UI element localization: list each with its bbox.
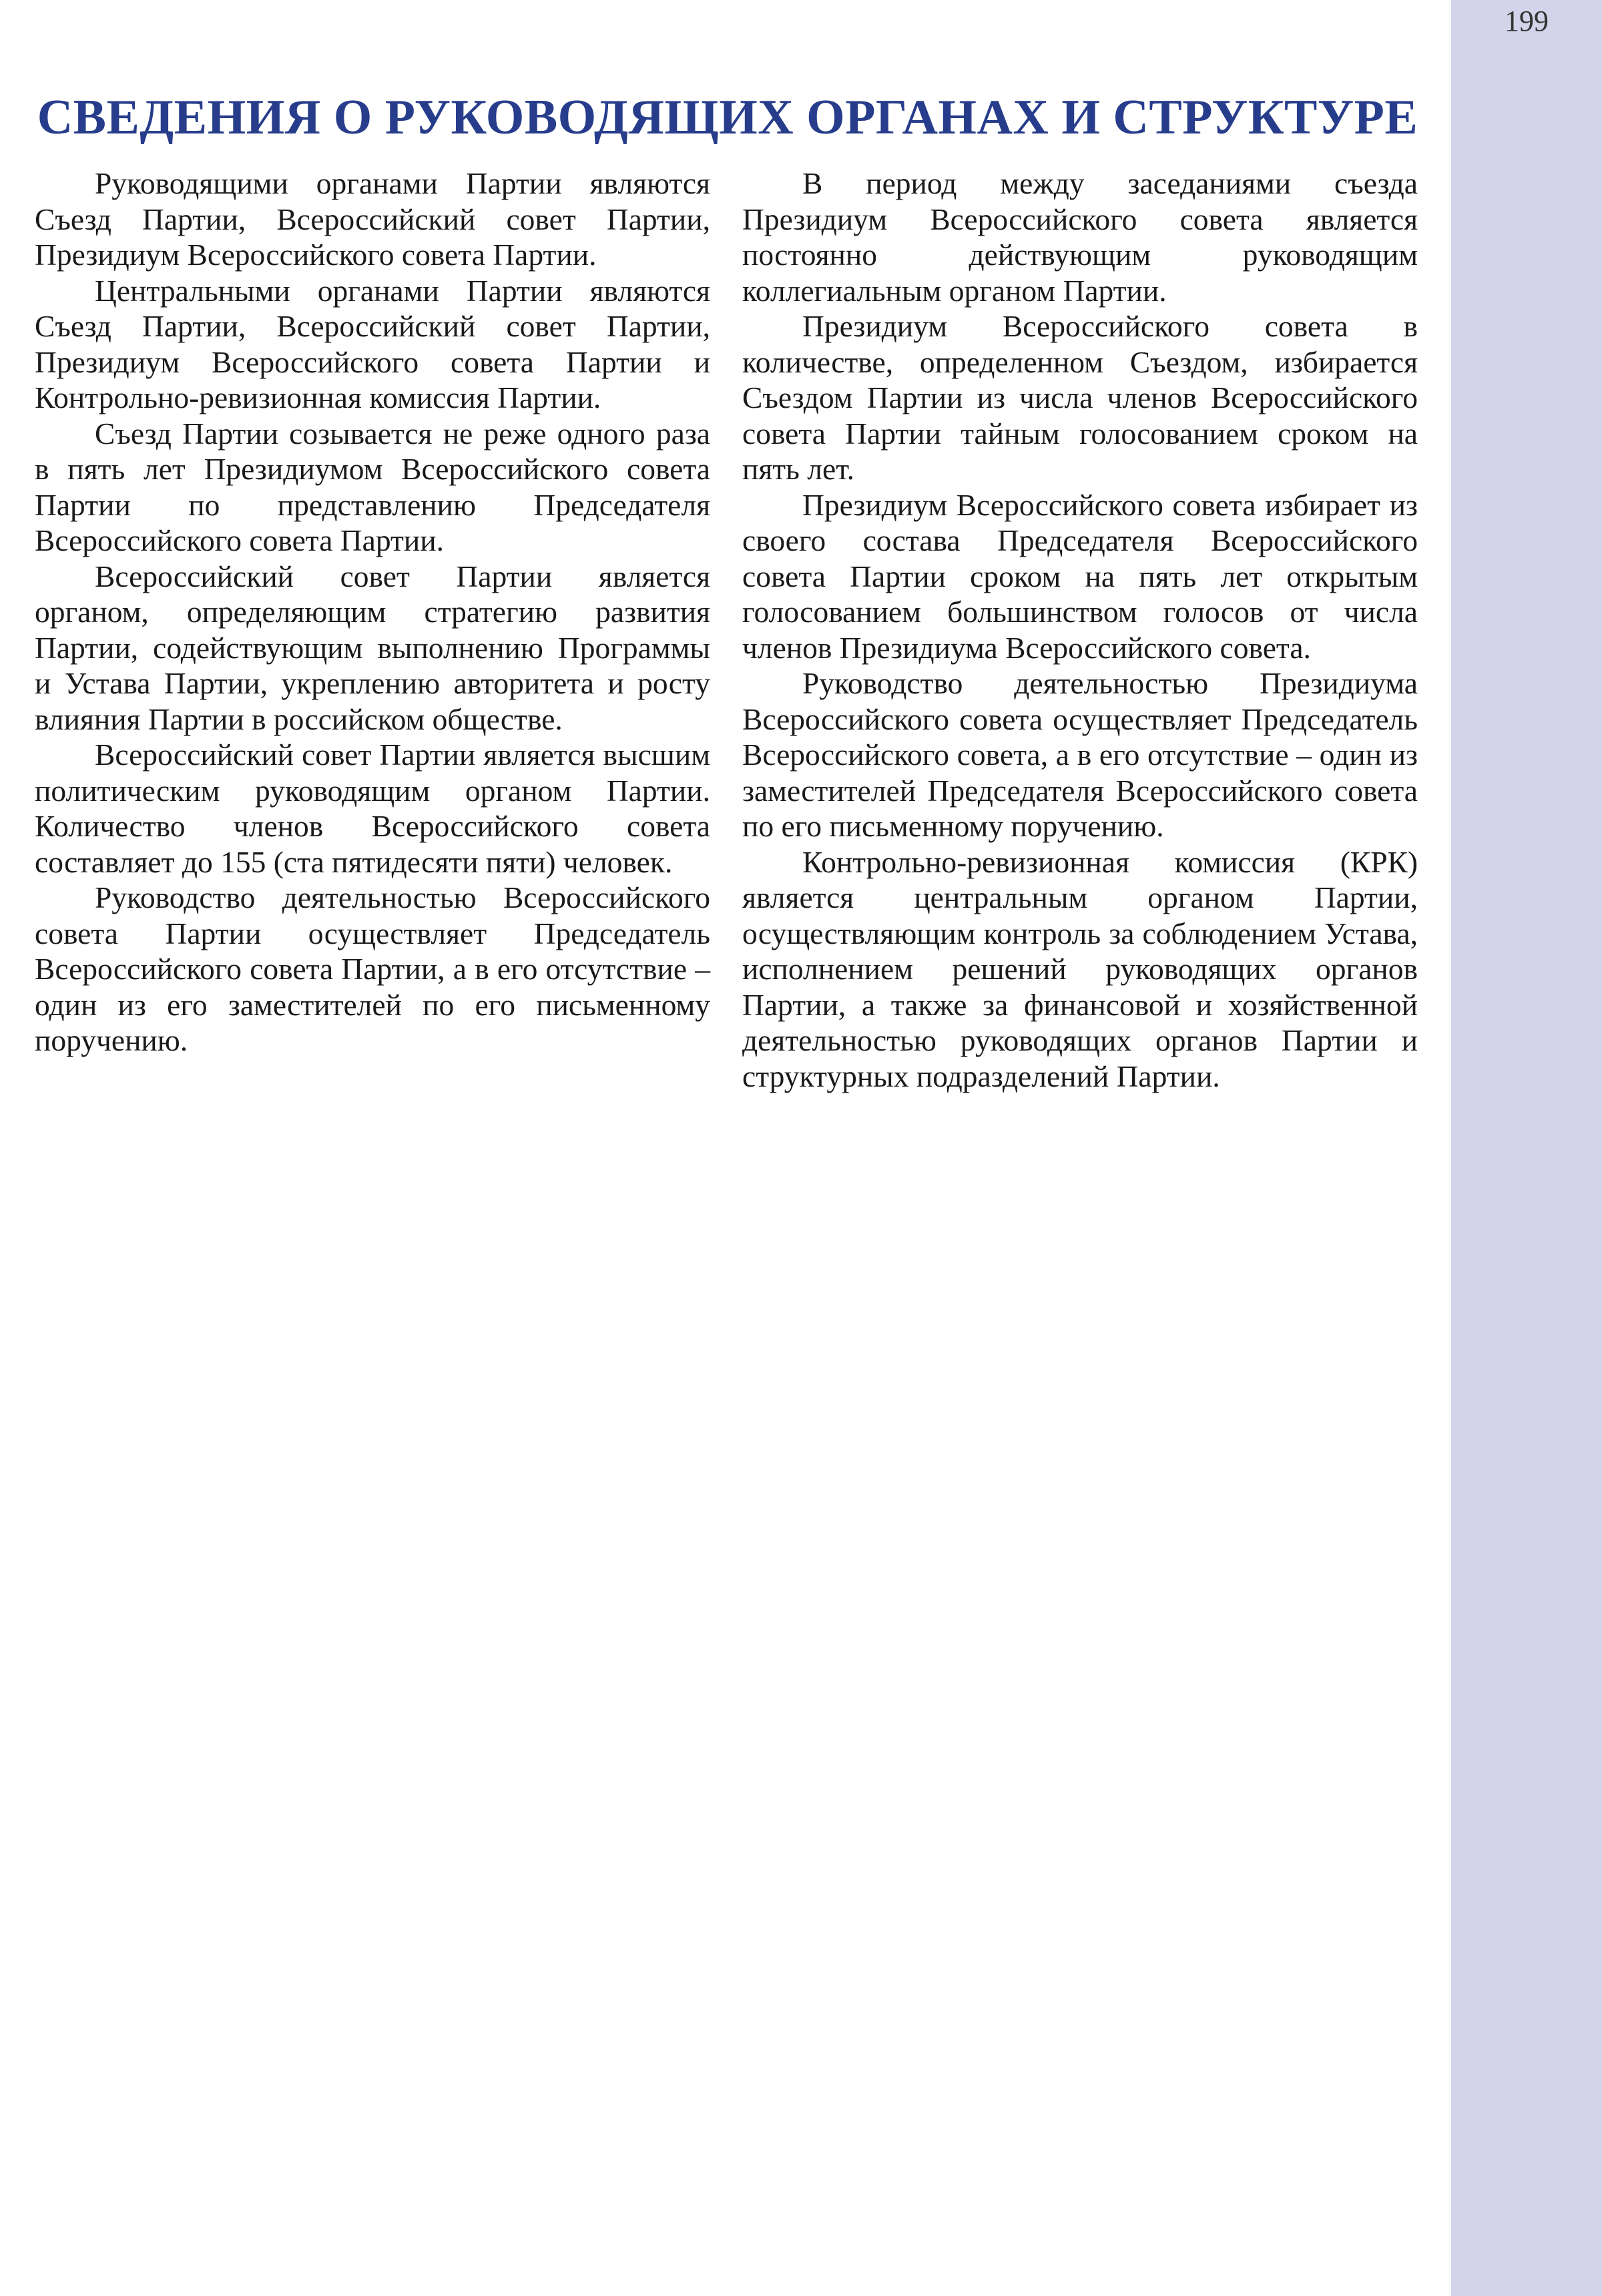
text-column-left [35, 166, 710, 1059]
paragraph: Съезд Партии созывается не реже одного раза в пять лет Президиумом Всероссийского совета Партии по представлению Председателя Всероссийского совета Партии. [35, 416, 710, 557]
paragraph: Руководство деятельностью Президиума Всероссийского совета осуществляет Председатель Всероссийского совета, а в его отсутствие – один из заместителей Председателя Всероссийского совета по его письменному поручению. [742, 666, 1418, 843]
paragraph: Президиум Всероссийского совета в количестве, определенном Съездом, избирается Съездом Партии из числа членов Всероссийского совета Партии тайным голосованием сроком на пять лет. [742, 309, 1418, 486]
paragraph: Всероссийский совет Партии является высшим политическим руководящим органом Партии. Количество членов Всероссийского совета составляет до 155 (ста пятидесяти пяти) человек. [35, 738, 710, 879]
paragraph: Президиум Всероссийского совета избирает из своего состава Председателя Всероссийского совета Партии сроком на пять лет открытым голосованием большинством голосов от числа членов Президиума Всероссийского совета. [742, 487, 1418, 665]
paragraph: Руководство деятельностью Всероссийского совета Партии осуществляет Председатель Всероссийского совета Партии, а в его отсутствие – один из его заместителей по его письменному поручению. [35, 880, 710, 1057]
paragraph: Контрольно-ревизионная комиссия (КРК) является центральным органом Партии, осуществляющим контроль за соблюдением Устава, исполнением решений руководящих органов Партии, а также за финансовой и хозяйственной деятельностью руководящих органов Партии и структурных подразделений Партии. [742, 844, 1418, 1093]
paragraph: В период между заседаниями съезда Президиум Всероссийского совета является постоянно действующим руководящим коллегиальным органом Партии. [742, 166, 1418, 308]
paragraph: Всероссийский совет Партии является органом, определяющим стратегию развития Партии, содействующим выполнению Программы и Устава Партии, укреплению авторитета и росту влияния Партии в российском обществе. [35, 559, 710, 736]
paragraph: Руководящими органами Партии являются Съезд Партии, Всероссийский совет Партии, Президиум Всероссийского совета Партии. [35, 166, 710, 272]
text-column-right [742, 166, 1418, 1094]
page-number: 199 [1505, 5, 1549, 37]
side-band [1451, 0, 1602, 2296]
page-title: СВЕДЕНИЯ О РУКОВОДЯЩИХ ОРГАНАХ И СТРУКТУРЕ [37, 90, 1418, 145]
paragraph: Центральными органами Партии являются Съезд Партии, Всероссийский совет Партии, Президиум Всероссийского совета Партии и Контрольно-ревизионная комиссия Партии. [35, 273, 710, 414]
